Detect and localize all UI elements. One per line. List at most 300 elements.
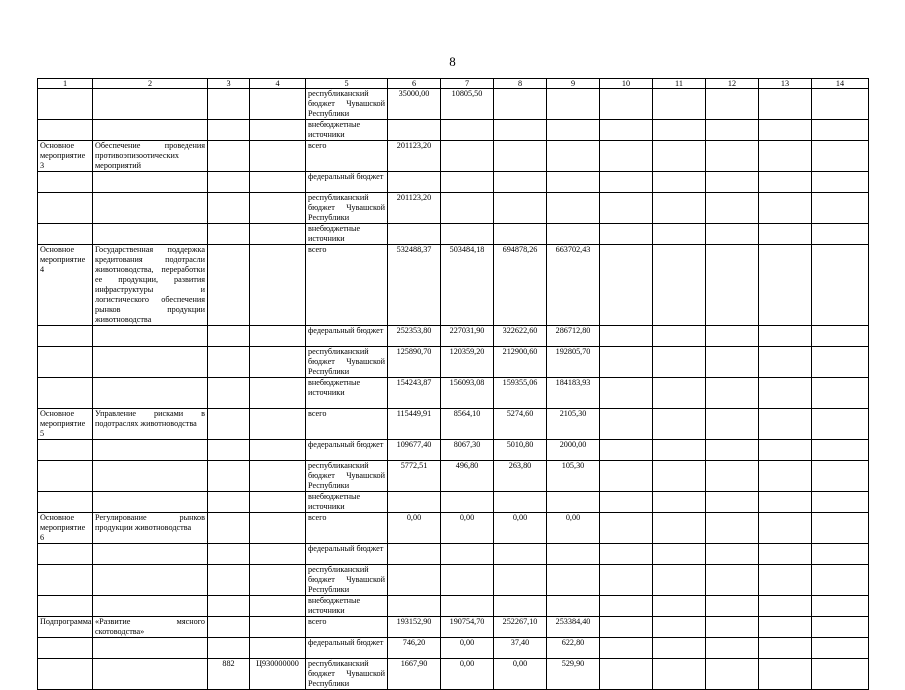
cell-col-3 [208, 378, 250, 409]
cell-col-12 [706, 440, 759, 461]
cell-col-9: 253384,40 [547, 617, 600, 638]
cell-col-6: 1667,90 [388, 659, 441, 690]
cell-col-3 [208, 347, 250, 378]
cell-col-1 [38, 193, 93, 224]
cell-col-9 [547, 141, 600, 172]
cell-col-4 [250, 193, 306, 224]
cell-col-1 [38, 89, 93, 120]
table-row [38, 513, 869, 544]
cell-col-8 [494, 89, 547, 120]
cell-col-11 [653, 617, 706, 638]
cell-col-3 [208, 638, 250, 659]
cell-col-8: 0,00 [494, 659, 547, 690]
cell-col-8 [494, 120, 547, 141]
cell-col-2: Регулирование рынков продукции животноводства [93, 513, 208, 544]
cell-col-1 [38, 440, 93, 461]
cell-col-8: 263,80 [494, 461, 547, 492]
cell-col-9: 2105,30 [547, 409, 600, 440]
cell-col-8: 212900,60 [494, 347, 547, 378]
header-cell: 2 [93, 79, 208, 89]
cell-col-7: 120359,20 [441, 347, 494, 378]
cell-col-12 [706, 409, 759, 440]
cell-col-9 [547, 224, 600, 245]
cell-col-7: 8564,10 [441, 409, 494, 440]
cell-col-2 [93, 596, 208, 617]
cell-col-6 [388, 492, 441, 513]
cell-col-1 [38, 544, 93, 565]
cell-col-8 [494, 141, 547, 172]
table-row [38, 440, 869, 461]
cell-col-10 [600, 245, 653, 326]
cell-col-11 [653, 89, 706, 120]
cell-col-9: 105,30 [547, 461, 600, 492]
cell-col-3 [208, 193, 250, 224]
cell-col-4 [250, 245, 306, 326]
cell-col-6: 109677,40 [388, 440, 441, 461]
cell-col-14 [812, 172, 869, 193]
cell-col-13 [759, 565, 812, 596]
cell-col-10 [600, 172, 653, 193]
cell-col-1: Подпрограмма [38, 617, 93, 638]
cell-col-4 [250, 326, 306, 347]
cell-col-14 [812, 245, 869, 326]
cell-col-2 [93, 326, 208, 347]
cell-col-6 [388, 172, 441, 193]
table-row [38, 89, 869, 120]
cell-col-3 [208, 492, 250, 513]
cell-col-7: 496,80 [441, 461, 494, 492]
table-row [38, 596, 869, 617]
table-row [38, 492, 869, 513]
cell-col-11 [653, 141, 706, 172]
cell-col-10 [600, 89, 653, 120]
cell-col-7 [441, 141, 494, 172]
cell-col-14 [812, 617, 869, 638]
cell-col-2: «Развитие мясного скотоводства» [93, 617, 208, 638]
cell-col-7: 503484,18 [441, 245, 494, 326]
cell-col-7: 0,00 [441, 659, 494, 690]
cell-col-5: всего [306, 513, 388, 544]
cell-col-12 [706, 193, 759, 224]
cell-col-2: Управление рисками в подотраслях животноводства [93, 409, 208, 440]
cell-col-12 [706, 347, 759, 378]
cell-col-10 [600, 638, 653, 659]
cell-col-8 [494, 544, 547, 565]
table-row [38, 617, 869, 638]
cell-col-5: республиканский бюджет Чувашской Республики [306, 461, 388, 492]
cell-col-4: Ц930000000 [250, 659, 306, 690]
cell-col-12 [706, 89, 759, 120]
cell-col-3 [208, 326, 250, 347]
cell-col-10 [600, 378, 653, 409]
budget-table [37, 78, 869, 690]
cell-col-10 [600, 141, 653, 172]
cell-col-6: 252353,80 [388, 326, 441, 347]
table-row [38, 461, 869, 492]
cell-col-14 [812, 513, 869, 544]
cell-col-10 [600, 617, 653, 638]
cell-col-12 [706, 492, 759, 513]
cell-col-6: 201123,20 [388, 193, 441, 224]
cell-col-3 [208, 513, 250, 544]
cell-col-8: 5010,80 [494, 440, 547, 461]
cell-col-8 [494, 172, 547, 193]
table-row [38, 245, 869, 326]
cell-col-3 [208, 89, 250, 120]
cell-col-9 [547, 492, 600, 513]
header-cell: 12 [706, 79, 759, 89]
cell-col-14 [812, 596, 869, 617]
cell-col-7 [441, 172, 494, 193]
cell-col-14 [812, 565, 869, 596]
cell-col-11 [653, 565, 706, 596]
cell-col-12 [706, 617, 759, 638]
cell-col-8: 5274,60 [494, 409, 547, 440]
cell-col-2 [93, 544, 208, 565]
cell-col-9 [547, 193, 600, 224]
cell-col-4 [250, 224, 306, 245]
cell-col-12 [706, 120, 759, 141]
cell-col-7: 190754,70 [441, 617, 494, 638]
page-number: 8 [449, 54, 456, 69]
cell-col-8 [494, 596, 547, 617]
cell-col-4 [250, 120, 306, 141]
cell-col-10 [600, 347, 653, 378]
cell-col-5: всего [306, 141, 388, 172]
header-cell: 9 [547, 79, 600, 89]
cell-col-9 [547, 544, 600, 565]
table-row [38, 326, 869, 347]
cell-col-1 [38, 596, 93, 617]
cell-col-9: 286712,80 [547, 326, 600, 347]
header-cell: 7 [441, 79, 494, 89]
cell-col-12 [706, 461, 759, 492]
cell-col-7 [441, 492, 494, 513]
cell-col-11 [653, 461, 706, 492]
cell-col-2 [93, 347, 208, 378]
header-cell: 5 [306, 79, 388, 89]
cell-col-10 [600, 224, 653, 245]
cell-col-3 [208, 141, 250, 172]
cell-col-8 [494, 224, 547, 245]
cell-col-5: республиканский бюджет Чувашской Республики [306, 347, 388, 378]
cell-col-5: республиканский бюджет Чувашской Республики [306, 659, 388, 690]
cell-col-7: 0,00 [441, 638, 494, 659]
cell-col-8 [494, 492, 547, 513]
cell-col-11 [653, 638, 706, 659]
cell-col-2 [93, 378, 208, 409]
cell-col-10 [600, 659, 653, 690]
cell-col-14 [812, 461, 869, 492]
cell-col-11 [653, 513, 706, 544]
cell-col-4 [250, 378, 306, 409]
cell-col-13 [759, 513, 812, 544]
cell-col-10 [600, 461, 653, 492]
cell-col-12 [706, 172, 759, 193]
header-cell: 4 [250, 79, 306, 89]
cell-col-1 [38, 378, 93, 409]
cell-col-2: Обеспечение проведения противоэпизоотических мероприятий [93, 141, 208, 172]
cell-col-7 [441, 565, 494, 596]
cell-col-3 [208, 565, 250, 596]
cell-col-1 [38, 120, 93, 141]
cell-col-13 [759, 492, 812, 513]
cell-col-6: 746,20 [388, 638, 441, 659]
cell-col-3 [208, 172, 250, 193]
cell-col-14 [812, 89, 869, 120]
cell-col-13 [759, 440, 812, 461]
cell-col-5: всего [306, 617, 388, 638]
cell-col-5: внебюджетные источники [306, 378, 388, 409]
cell-col-8: 252267,10 [494, 617, 547, 638]
cell-col-6: 0,00 [388, 513, 441, 544]
cell-col-10 [600, 326, 653, 347]
cell-col-11 [653, 409, 706, 440]
cell-col-1 [38, 492, 93, 513]
cell-col-1 [38, 461, 93, 492]
cell-col-5: федеральный бюджет [306, 440, 388, 461]
cell-col-11 [653, 378, 706, 409]
cell-col-3: 882 [208, 659, 250, 690]
cell-col-11 [653, 347, 706, 378]
cell-col-6 [388, 596, 441, 617]
cell-col-7 [441, 193, 494, 224]
cell-col-12 [706, 513, 759, 544]
cell-col-8: 0,00 [494, 513, 547, 544]
cell-col-11 [653, 440, 706, 461]
cell-col-9 [547, 596, 600, 617]
cell-col-11 [653, 245, 706, 326]
table-body [38, 89, 869, 690]
cell-col-14 [812, 544, 869, 565]
cell-col-9: 0,00 [547, 513, 600, 544]
cell-col-4 [250, 461, 306, 492]
cell-col-4 [250, 513, 306, 544]
cell-col-14 [812, 120, 869, 141]
cell-col-12 [706, 659, 759, 690]
cell-col-7 [441, 224, 494, 245]
header-cell: 10 [600, 79, 653, 89]
table-row [38, 172, 869, 193]
cell-col-8 [494, 565, 547, 596]
cell-col-5: федеральный бюджет [306, 544, 388, 565]
cell-col-6 [388, 544, 441, 565]
cell-col-9: 192805,70 [547, 347, 600, 378]
cell-col-13 [759, 193, 812, 224]
cell-col-5: республиканский бюджет Чувашской Республики [306, 565, 388, 596]
cell-col-1 [38, 326, 93, 347]
cell-col-3 [208, 440, 250, 461]
cell-col-7: 0,00 [441, 513, 494, 544]
cell-col-2 [93, 224, 208, 245]
cell-col-2 [93, 492, 208, 513]
cell-col-11 [653, 224, 706, 245]
cell-col-7: 10805,50 [441, 89, 494, 120]
cell-col-11 [653, 120, 706, 141]
table-row [38, 659, 869, 690]
table-row [38, 120, 869, 141]
cell-col-13 [759, 638, 812, 659]
cell-col-10 [600, 120, 653, 141]
cell-col-14 [812, 440, 869, 461]
cell-col-13 [759, 461, 812, 492]
cell-col-13 [759, 659, 812, 690]
cell-col-14 [812, 638, 869, 659]
header-cell: 6 [388, 79, 441, 89]
header-cell: 14 [812, 79, 869, 89]
cell-col-6: 115449,91 [388, 409, 441, 440]
cell-col-4 [250, 492, 306, 513]
table-header [38, 79, 869, 89]
cell-col-10 [600, 409, 653, 440]
cell-col-8: 159355,06 [494, 378, 547, 409]
cell-col-9 [547, 565, 600, 596]
cell-col-6 [388, 565, 441, 596]
cell-col-2 [93, 193, 208, 224]
cell-col-5: федеральный бюджет [306, 172, 388, 193]
cell-col-12 [706, 141, 759, 172]
cell-col-14 [812, 224, 869, 245]
cell-col-10 [600, 565, 653, 596]
cell-col-4 [250, 596, 306, 617]
cell-col-9: 663702,43 [547, 245, 600, 326]
cell-col-13 [759, 596, 812, 617]
cell-col-8: 694878,26 [494, 245, 547, 326]
cell-col-11 [653, 596, 706, 617]
cell-col-2 [93, 172, 208, 193]
cell-col-8: 37,40 [494, 638, 547, 659]
cell-col-5: внебюджетные источники [306, 120, 388, 141]
cell-col-13 [759, 172, 812, 193]
cell-col-7 [441, 544, 494, 565]
cell-col-3 [208, 245, 250, 326]
cell-col-1 [38, 224, 93, 245]
cell-col-14 [812, 659, 869, 690]
cell-col-6: 125890,70 [388, 347, 441, 378]
table-row [38, 193, 869, 224]
cell-col-9: 529,90 [547, 659, 600, 690]
cell-col-12 [706, 638, 759, 659]
cell-col-7 [441, 120, 494, 141]
cell-col-2 [93, 440, 208, 461]
cell-col-1 [38, 172, 93, 193]
cell-col-12 [706, 596, 759, 617]
cell-col-4 [250, 347, 306, 378]
cell-col-13 [759, 378, 812, 409]
cell-col-6: 5772,51 [388, 461, 441, 492]
cell-col-7: 156093,08 [441, 378, 494, 409]
table-row [38, 638, 869, 659]
cell-col-4 [250, 638, 306, 659]
cell-col-3 [208, 224, 250, 245]
header-cell: 3 [208, 79, 250, 89]
cell-col-4 [250, 89, 306, 120]
cell-col-2 [93, 565, 208, 596]
cell-col-5: республиканский бюджет Чувашской Республики [306, 89, 388, 120]
cell-col-4 [250, 544, 306, 565]
header-cell: 1 [38, 79, 93, 89]
cell-col-2: Государственная поддержка кредитования подотрасли животноводства, переработки ее продукции, развития инфраструктуры и логистического обеспечения рынков продукции животноводства [93, 245, 208, 326]
cell-col-13 [759, 89, 812, 120]
header-cell: 13 [759, 79, 812, 89]
cell-col-14 [812, 378, 869, 409]
cell-col-13 [759, 347, 812, 378]
cell-col-1: Основное мероприятие 6 [38, 513, 93, 544]
cell-col-2 [93, 638, 208, 659]
cell-col-1: Основное мероприятие 5 [38, 409, 93, 440]
cell-col-13 [759, 409, 812, 440]
cell-col-10 [600, 193, 653, 224]
cell-col-2 [93, 120, 208, 141]
cell-col-6: 35000,00 [388, 89, 441, 120]
cell-col-11 [653, 193, 706, 224]
cell-col-12 [706, 224, 759, 245]
cell-col-9 [547, 172, 600, 193]
cell-col-4 [250, 565, 306, 596]
cell-col-2 [93, 461, 208, 492]
cell-col-7 [441, 596, 494, 617]
cell-col-5: федеральный бюджет [306, 638, 388, 659]
cell-col-5: всего [306, 245, 388, 326]
table-row [38, 378, 869, 409]
cell-col-14 [812, 492, 869, 513]
cell-col-10 [600, 596, 653, 617]
cell-col-4 [250, 172, 306, 193]
cell-col-1 [38, 347, 93, 378]
table-row [38, 347, 869, 378]
cell-col-14 [812, 141, 869, 172]
table-row [38, 224, 869, 245]
cell-col-8: 322622,60 [494, 326, 547, 347]
cell-col-3 [208, 596, 250, 617]
cell-col-4 [250, 409, 306, 440]
cell-col-5: внебюджетные источники [306, 492, 388, 513]
cell-col-10 [600, 513, 653, 544]
cell-col-3 [208, 617, 250, 638]
cell-col-14 [812, 193, 869, 224]
header-cell: 8 [494, 79, 547, 89]
table-row [38, 544, 869, 565]
cell-col-11 [653, 492, 706, 513]
cell-col-14 [812, 326, 869, 347]
cell-col-5: всего [306, 409, 388, 440]
cell-col-5: внебюджетные источники [306, 224, 388, 245]
cell-col-13 [759, 245, 812, 326]
cell-col-10 [600, 440, 653, 461]
cell-col-10 [600, 492, 653, 513]
cell-col-4 [250, 440, 306, 461]
cell-col-4 [250, 141, 306, 172]
cell-col-6: 154243,87 [388, 378, 441, 409]
cell-col-13 [759, 141, 812, 172]
cell-col-12 [706, 245, 759, 326]
cell-col-4 [250, 617, 306, 638]
cell-col-6: 532488,37 [388, 245, 441, 326]
cell-col-3 [208, 409, 250, 440]
cell-col-12 [706, 326, 759, 347]
cell-col-3 [208, 544, 250, 565]
cell-col-1: Основное мероприятие 3 [38, 141, 93, 172]
cell-col-6 [388, 120, 441, 141]
cell-col-13 [759, 544, 812, 565]
cell-col-9 [547, 89, 600, 120]
cell-col-2 [93, 659, 208, 690]
cell-col-6: 193152,90 [388, 617, 441, 638]
cell-col-13 [759, 224, 812, 245]
cell-col-1 [38, 565, 93, 596]
cell-col-11 [653, 326, 706, 347]
cell-col-10 [600, 544, 653, 565]
